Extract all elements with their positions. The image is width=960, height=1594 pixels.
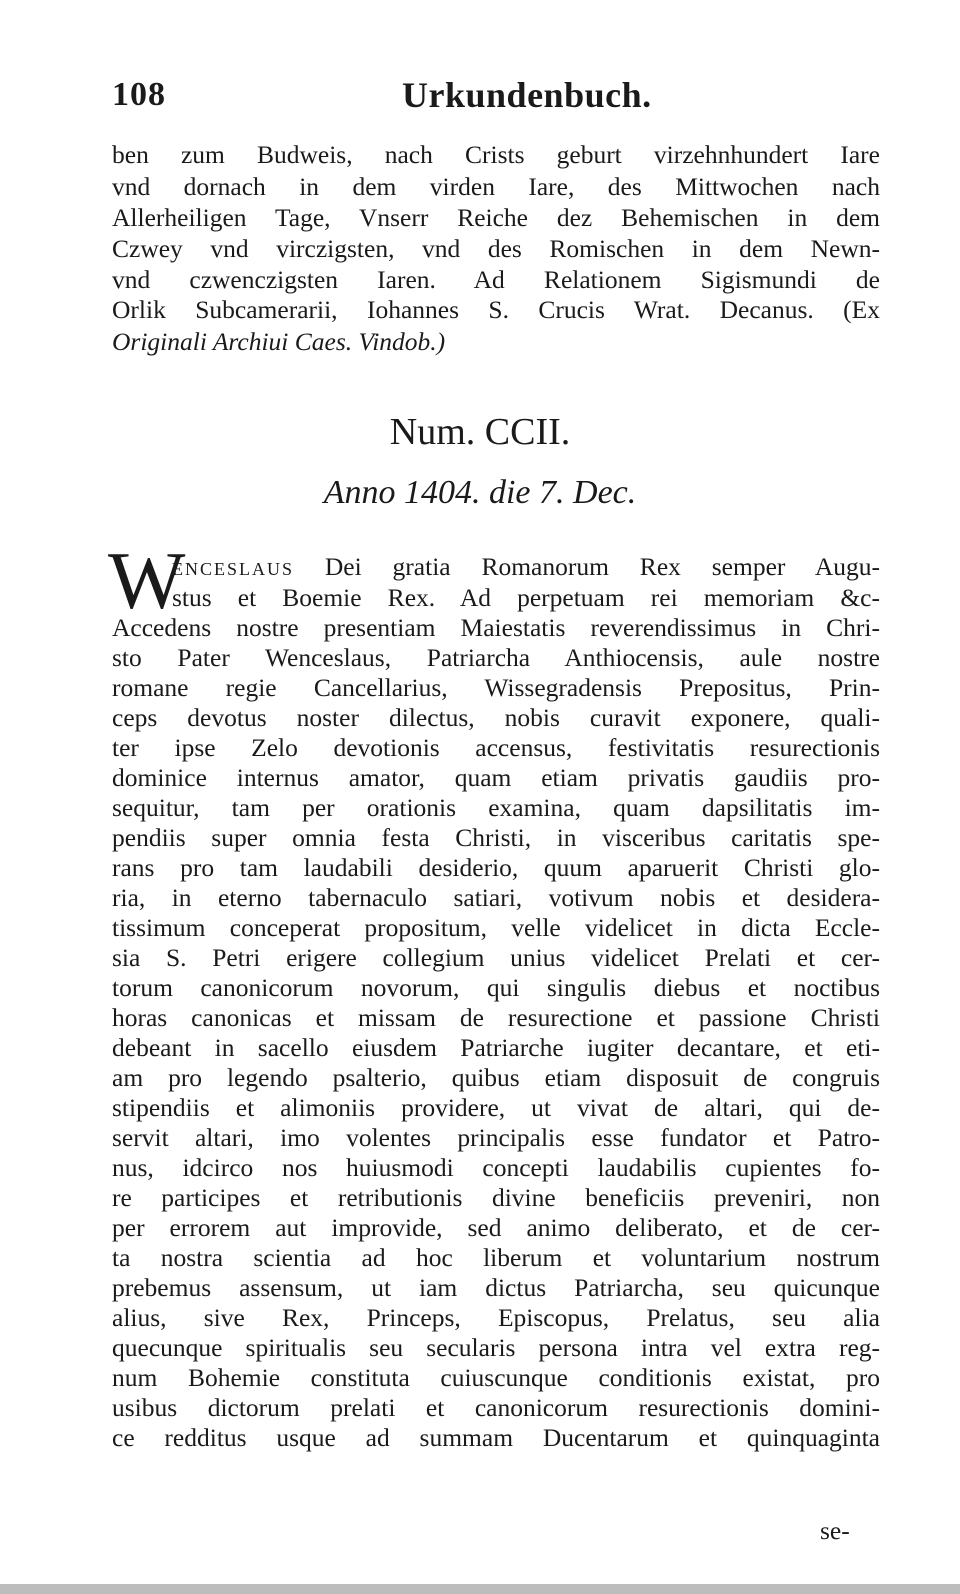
intro-line: Czwey vnd virczigsten, vnd des Romischen in dem Newn- <box>112 234 880 263</box>
body-line: alius, sive Rex, Princeps, Episcopus, Prelatus, seu alia <box>112 1303 880 1332</box>
body-line: torum canonicorum novorum, qui singulis diebus et noctibus <box>112 973 880 1002</box>
scan-bottom-edge <box>0 1584 960 1594</box>
running-head: Urkundenbuch. <box>402 75 652 115</box>
body-line: Accedens nostre presentiam Maiestatis reverendissimus in Chri- <box>112 613 880 642</box>
body-line: ta nostra scientia ad hoc liberum et voluntarium nostrum <box>112 1243 880 1272</box>
body-line: tissimum conceperat propositum, velle videlicet in dicta Eccle- <box>112 913 880 942</box>
body-line: servit altari, imo volentes principalis esse fundator et Patro- <box>112 1123 880 1152</box>
body-line: prebemus assensum, ut iam dictus Patriarcha, seu quicunque <box>112 1273 880 1302</box>
body-line: horas canonicas et missam de resurectione et passione Christi <box>112 1003 880 1032</box>
document-number: Num. CCII. <box>389 411 571 453</box>
body-line: nus, idcirco nos huiusmodi concepti laudabilis cupientes fo- <box>112 1153 880 1182</box>
body-line: sequitur, tam per orationis examina, quam dapsilitatis im- <box>112 793 880 822</box>
page-number: 108 <box>112 76 166 113</box>
body-line: ce redditus usque ad summam Ducentarum et quinquaginta <box>112 1423 880 1452</box>
first-word: enceslaus <box>172 552 295 581</box>
body-line: num Bohemie constituta cuiuscunque conditionis existat, pro <box>112 1363 880 1392</box>
body-line: quecunque spiritualis seu secularis persona intra vel extra reg- <box>112 1333 880 1362</box>
body-line: re participes et retributionis divine beneficiis preveniri, non <box>112 1183 880 1212</box>
body-line: ceps devotus noster dilectus, nobis curavit exponere, quali- <box>112 703 880 732</box>
intro-line: Allerheiligen Tage, Vnserr Reiche dez Behemischen in dem <box>112 203 880 232</box>
document-date: Anno 1404. die 7. Dec. <box>323 474 637 511</box>
body-line: rans pro tam laudabili desiderio, quum aparuerit Christi glo- <box>112 853 880 882</box>
body-line: romane regie Cancellarius, Wissegradensis Prepositus, Prin- <box>112 673 880 702</box>
intro-line: vnd dornach in dem virden Iare, des Mittwochen nach <box>112 172 880 201</box>
body-line: ter ipse Zelo devotionis accensus, festivitatis resurectionis <box>112 733 880 762</box>
body-line: sto Pater Wenceslaus, Patriarcha Anthiocensis, aule nostre <box>112 643 880 672</box>
source-citation: Originali Archiui Caes. Vindob.) <box>112 327 446 356</box>
body-line: usibus dictorum prelati et canonicorum resurectionis domini- <box>112 1393 880 1422</box>
body-line: stipendiis et alimoniis providere, ut vivat de altari, qui de- <box>112 1093 880 1122</box>
body-line: per errorem aut improvide, sed animo deliberato, et de cer- <box>112 1213 880 1242</box>
drop-cap-initial: W <box>108 535 186 626</box>
page-header <box>112 70 872 120</box>
body-second-line: stus et Boemie Rex. Ad perpetuam rei memoriam &c- <box>172 583 880 612</box>
body-line: pendiis super omnia festa Christi, in visceribus caritatis spe- <box>112 823 880 852</box>
body-line: debeant in sacello eiusdem Patriarche iugiter decantare, et eti- <box>112 1033 880 1062</box>
body-first-line <box>172 552 880 582</box>
body-line: ria, in eterno tabernaculo satiari, votivum nobis et desidera- <box>112 883 880 912</box>
body-line: sia S. Petri erigere collegium unius videlicet Prelati et cer- <box>112 943 880 972</box>
body-line: am pro legendo psalterio, quibus etiam disposuit de congruis <box>112 1063 880 1092</box>
catchword: se- <box>820 1516 850 1545</box>
intro-line: ben zum Budweis, nach Crists geburt virzehnhundert Iare <box>112 140 880 169</box>
intro-line: Orlik Subcamerarii, Iohannes S. Crucis Wrat. Decanus. (Ex <box>112 295 880 324</box>
intro-line: vnd czwenczigsten Iaren. Ad Relationem Sigismundi de <box>112 265 880 294</box>
body-line: dominice internus amator, quam etiam privatis gaudiis pro- <box>112 763 880 792</box>
first-line-text: Dei gratia Romanorum Rex semper Augu- <box>324 552 880 581</box>
